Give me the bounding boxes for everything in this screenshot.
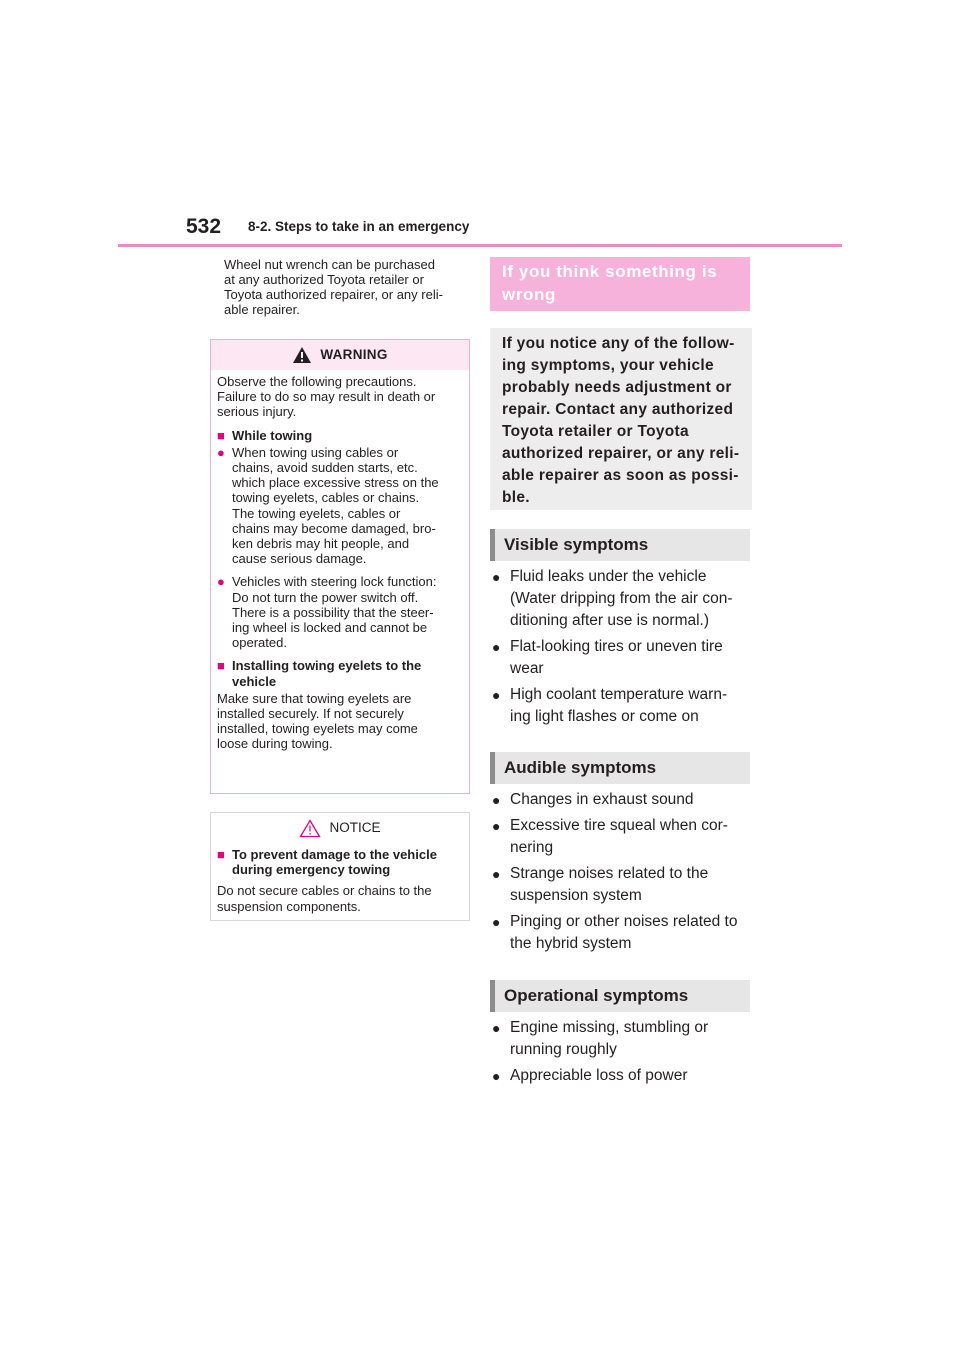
list-item xyxy=(492,815,754,859)
warning-subheading xyxy=(217,428,463,443)
list-item xyxy=(492,863,754,907)
section-title: 8-2. Steps to take in an emergency xyxy=(248,219,470,234)
warning-body xyxy=(217,691,463,752)
text-line: To prevent damage to the vehicle xyxy=(232,847,437,862)
text-line: the hybrid system xyxy=(510,935,632,952)
text-line: High coolant temperature warn- xyxy=(510,686,728,703)
warning-bullet xyxy=(217,445,463,567)
text-line: ing light flashes or come on xyxy=(510,708,699,725)
text-line: Do not turn the power switch off. xyxy=(232,589,419,605)
intro-line: Wheel nut wrench can be purchased xyxy=(224,257,436,272)
text-line: Do not secure cables or chains to the xyxy=(217,883,432,899)
bullet-icon: ● xyxy=(492,1068,501,1084)
notice-box xyxy=(210,812,470,921)
text-line: Pinging or other noises related to xyxy=(510,913,738,930)
lead-paragraph xyxy=(490,328,752,510)
text-line: chains may become damaged, bro- xyxy=(232,520,436,536)
caution-triangle-icon xyxy=(299,819,321,838)
text-line: nering xyxy=(510,839,554,856)
bullet-icon: ● xyxy=(492,914,501,930)
text-line: There is a possibility that the steer- xyxy=(232,604,434,620)
intro-paragraph xyxy=(224,257,468,317)
bullet-icon: ● xyxy=(492,639,501,655)
text-line: loose during towing. xyxy=(217,736,333,752)
text-line: running roughly xyxy=(510,1041,617,1058)
text-line: repair. Contact any authorized xyxy=(502,401,734,418)
intro-line: Toyota authorized repairer, or any reli- xyxy=(224,287,443,302)
text-line: towing eyelets, cables or chains. xyxy=(232,490,420,506)
text-line: Strange noises related to the xyxy=(510,865,709,882)
warning-triangle-icon xyxy=(292,346,312,364)
text-line: vehicle xyxy=(232,673,277,689)
text-line: The towing eyelets, cables or xyxy=(232,505,401,521)
text-line: Changes in exhaust sound xyxy=(510,791,694,808)
warning-box xyxy=(210,339,470,794)
text-line: If you think something is xyxy=(502,262,718,281)
text-line: Installing towing eyelets to the xyxy=(232,658,422,674)
notice-title: NOTICE xyxy=(329,820,381,836)
bullet-icon: ● xyxy=(492,792,501,808)
audible-symptoms-list xyxy=(492,789,754,959)
notice-header xyxy=(211,813,469,843)
header-divider xyxy=(118,244,842,247)
notice-body xyxy=(217,883,463,913)
topic-title xyxy=(490,257,750,311)
audible-symptoms-heading: Audible symptoms xyxy=(490,752,750,784)
text-line: ken debris may hit people, and xyxy=(232,536,410,552)
text-line: ble. xyxy=(502,489,530,506)
text-line: When towing using cables or xyxy=(232,444,399,460)
text-line: Toyota retailer or Toyota xyxy=(502,423,689,440)
bullet-icon: ● xyxy=(492,818,501,834)
text-line: operated. xyxy=(232,635,287,651)
text-line: Vehicles with steering lock function: xyxy=(232,574,437,590)
text-line: While towing xyxy=(232,427,313,443)
text-line: suspension system xyxy=(510,887,642,904)
page-number: 532 xyxy=(186,215,222,238)
text-line: Failure to do so may result in death or xyxy=(217,389,436,405)
text-line: cause serious damage. xyxy=(232,551,367,567)
visible-symptoms-list xyxy=(492,566,754,732)
text-line: (Water dripping from the air con- xyxy=(510,590,733,607)
list-item xyxy=(492,1065,754,1087)
text-line: which place excessive stress on the xyxy=(232,475,439,491)
text-line: Excessive tire squeal when cor- xyxy=(510,817,728,834)
list-item xyxy=(492,1017,754,1061)
bullet-icon: ● xyxy=(492,866,501,882)
list-item xyxy=(492,566,754,632)
text-line: wrong xyxy=(502,285,556,304)
warning-bullet xyxy=(217,574,463,650)
text-line: probably needs adjustment or xyxy=(502,379,732,396)
square-bullet-icon: ■ xyxy=(217,427,225,443)
text-line: installed securely. If not securely xyxy=(217,706,404,722)
text-line: Flat-looking tires or uneven tire xyxy=(510,638,723,655)
warning-header xyxy=(211,340,469,370)
text-line: serious injury. xyxy=(217,404,297,420)
bullet-icon: ● xyxy=(492,687,501,703)
text-line: during emergency towing xyxy=(232,862,391,878)
square-bullet-icon: ■ xyxy=(217,658,225,674)
text-line: Observe the following precautions. xyxy=(217,374,417,389)
text-line: ing symptoms, your vehicle xyxy=(502,357,714,374)
text-line: ditioning after use is normal.) xyxy=(510,612,710,629)
list-item xyxy=(492,911,754,955)
circle-bullet-icon: ● xyxy=(217,444,225,460)
list-item xyxy=(492,684,754,728)
text-line: chains, avoid sudden starts, etc. xyxy=(232,460,418,476)
text-line: Make sure that towing eyelets are xyxy=(217,690,412,706)
warning-intro xyxy=(217,374,463,420)
text-line: installed, towing eyelets may come xyxy=(217,721,418,737)
text-line: able repairer as soon as possi- xyxy=(502,467,739,484)
warning-title: WARNING xyxy=(320,347,388,363)
text-line: ing wheel is locked and cannot be xyxy=(232,620,428,636)
square-bullet-icon: ■ xyxy=(217,847,225,862)
bullet-icon: ● xyxy=(492,569,501,585)
text-line: authorized repairer, or any reli- xyxy=(502,445,740,462)
text-line: If you notice any of the follow- xyxy=(502,335,735,352)
list-item xyxy=(492,636,754,680)
list-item xyxy=(492,789,754,811)
notice-subheading xyxy=(217,847,463,877)
operational-symptoms-list xyxy=(492,1017,754,1091)
text-line: Fluid leaks under the vehicle xyxy=(510,568,707,585)
text-line: Appreciable loss of power xyxy=(510,1067,688,1084)
text-line: wear xyxy=(510,660,544,677)
intro-line: at any authorized Toyota retailer or xyxy=(224,272,424,287)
bullet-icon: ● xyxy=(492,1020,501,1036)
warning-subheading xyxy=(217,658,463,688)
visible-symptoms-heading: Visible symptoms xyxy=(490,529,750,561)
text-line: suspension components. xyxy=(217,898,361,914)
operational-symptoms-heading: Operational symptoms xyxy=(490,980,750,1012)
text-line: Engine missing, stumbling or xyxy=(510,1019,709,1036)
intro-line: able repairer. xyxy=(224,302,300,317)
circle-bullet-icon: ● xyxy=(217,574,225,590)
